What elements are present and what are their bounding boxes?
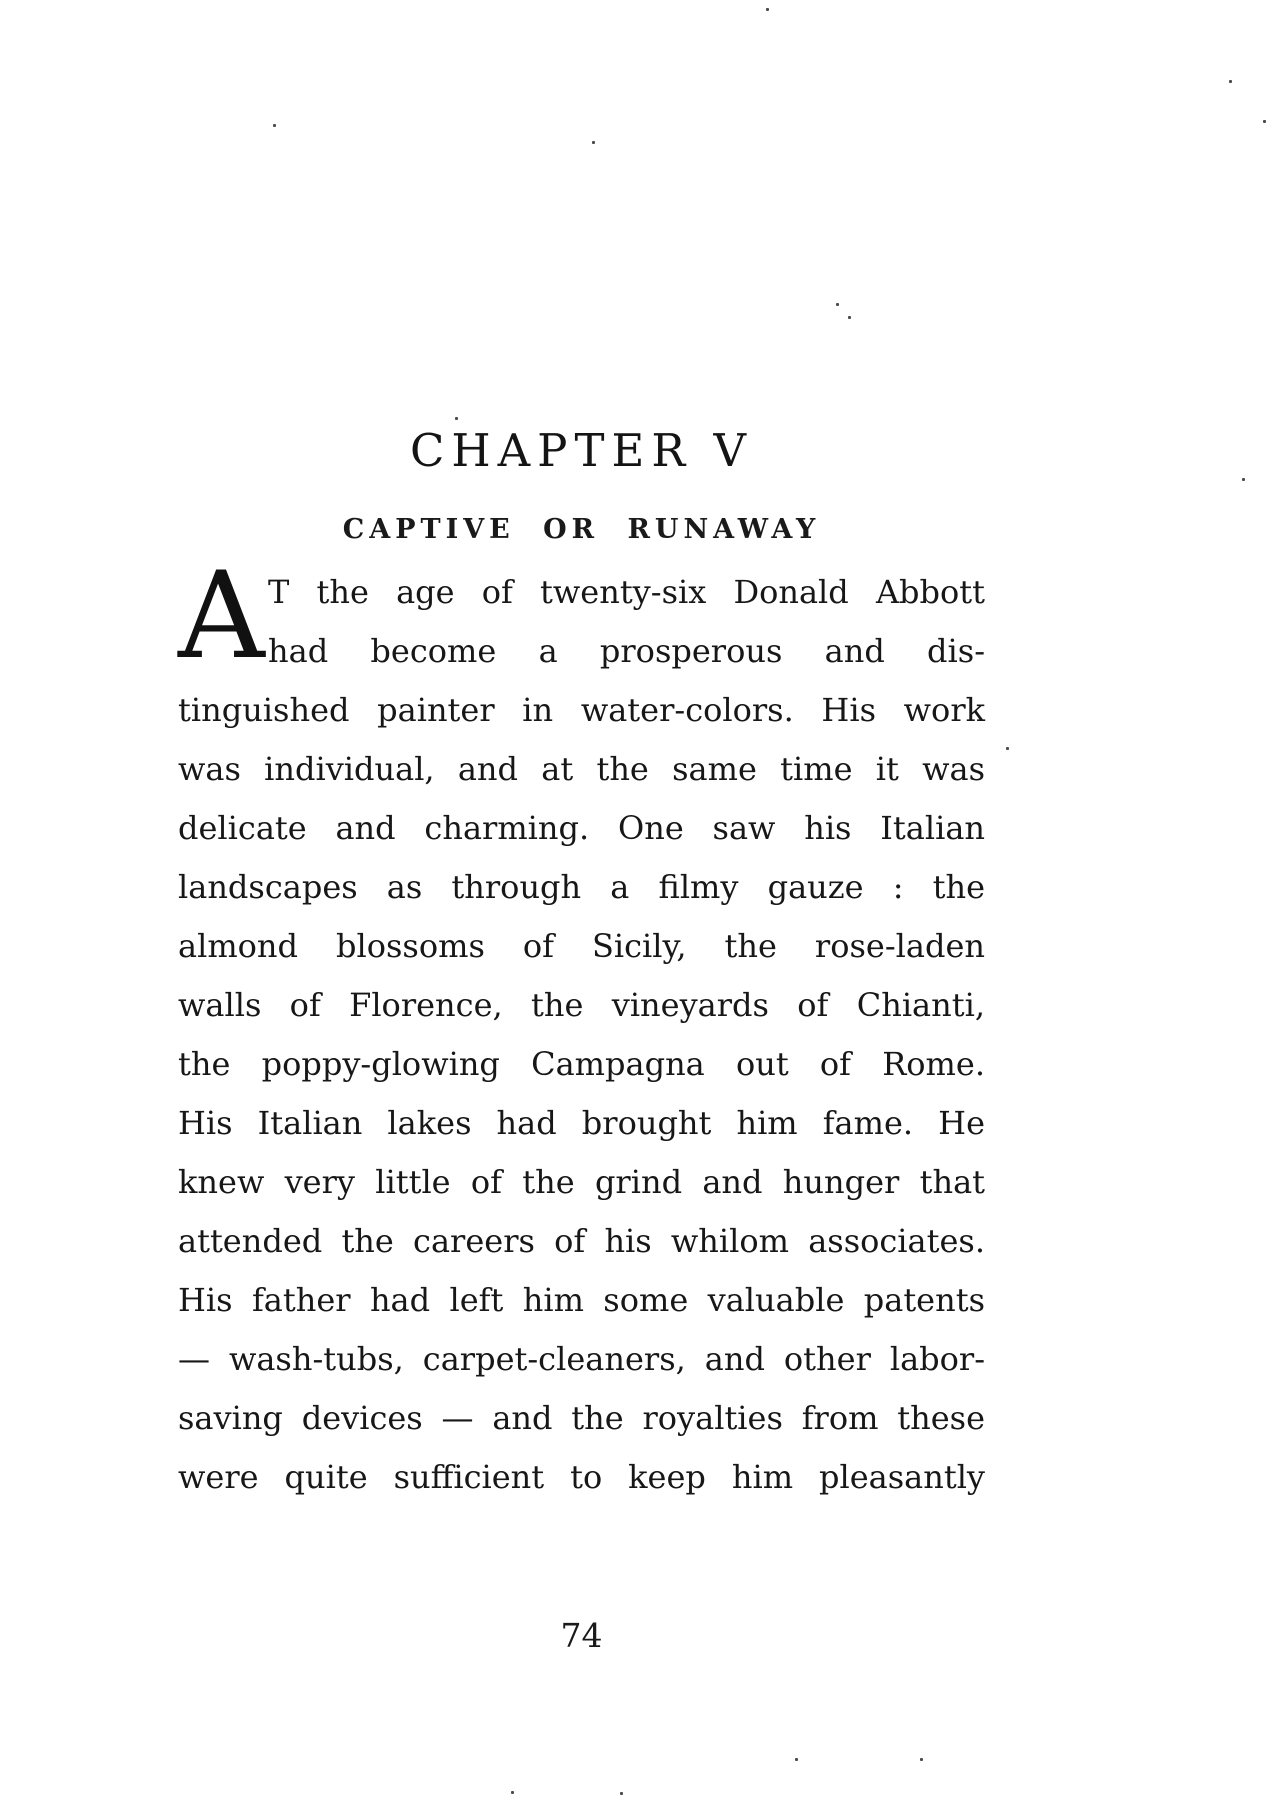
body-line: delicate and charming. One saw his Italian — [178, 809, 985, 847]
scan-speck — [795, 1758, 798, 1761]
body-line: His Italian lakes had brought him fame. He — [178, 1104, 985, 1142]
scan-speck — [1263, 120, 1266, 123]
scan-speck — [766, 8, 769, 11]
body-line: almond blossoms of Sicily, the rose-laden — [178, 927, 985, 965]
chapter-heading: CHAPTER V — [410, 424, 753, 477]
scan-speck — [592, 141, 595, 144]
body-line: T the age of twenty-six Donald Abbott — [268, 573, 985, 611]
body-line: saving devices — and the royalties from these — [178, 1399, 985, 1437]
body-line: tinguished painter in water-colors. His work — [178, 691, 985, 729]
scan-speck — [511, 1791, 514, 1794]
section-subtitle: CAPTIVE OR RUNAWAY — [342, 514, 821, 545]
paragraph — [178, 547, 985, 1507]
body-line: attended the careers of his whilom associates. — [178, 1222, 985, 1260]
scan-speck — [1229, 80, 1232, 83]
dropcap-letter: A — [178, 547, 265, 686]
body-line: knew very little of the grind and hunger that — [178, 1163, 985, 1201]
body-line: were quite sufficient to keep him pleasantly — [178, 1458, 985, 1496]
body-line: the poppy-glowing Campagna out of Rome. — [178, 1045, 985, 1083]
scan-speck — [620, 1792, 623, 1795]
body-line: had become a prosperous and dis- — [268, 632, 985, 670]
body-line: landscapes as through a filmy gauze : the — [178, 868, 985, 906]
body-line: His father had left him some valuable patents — [178, 1281, 985, 1319]
body-line: walls of Florence, the vineyards of Chianti, — [178, 986, 985, 1024]
body-line: was individual, and at the same time it was — [178, 750, 985, 788]
page-number: 74 — [560, 1616, 603, 1655]
scan-speck — [836, 303, 839, 306]
scan-speck — [1006, 747, 1009, 750]
scan-speck — [1242, 478, 1245, 481]
scan-speck — [920, 1758, 923, 1761]
scan-speck — [273, 124, 276, 127]
scan-speck — [848, 316, 851, 319]
scan-speck — [455, 417, 458, 420]
body-line: — wash-tubs, carpet-cleaners, and other labor- — [178, 1340, 985, 1378]
